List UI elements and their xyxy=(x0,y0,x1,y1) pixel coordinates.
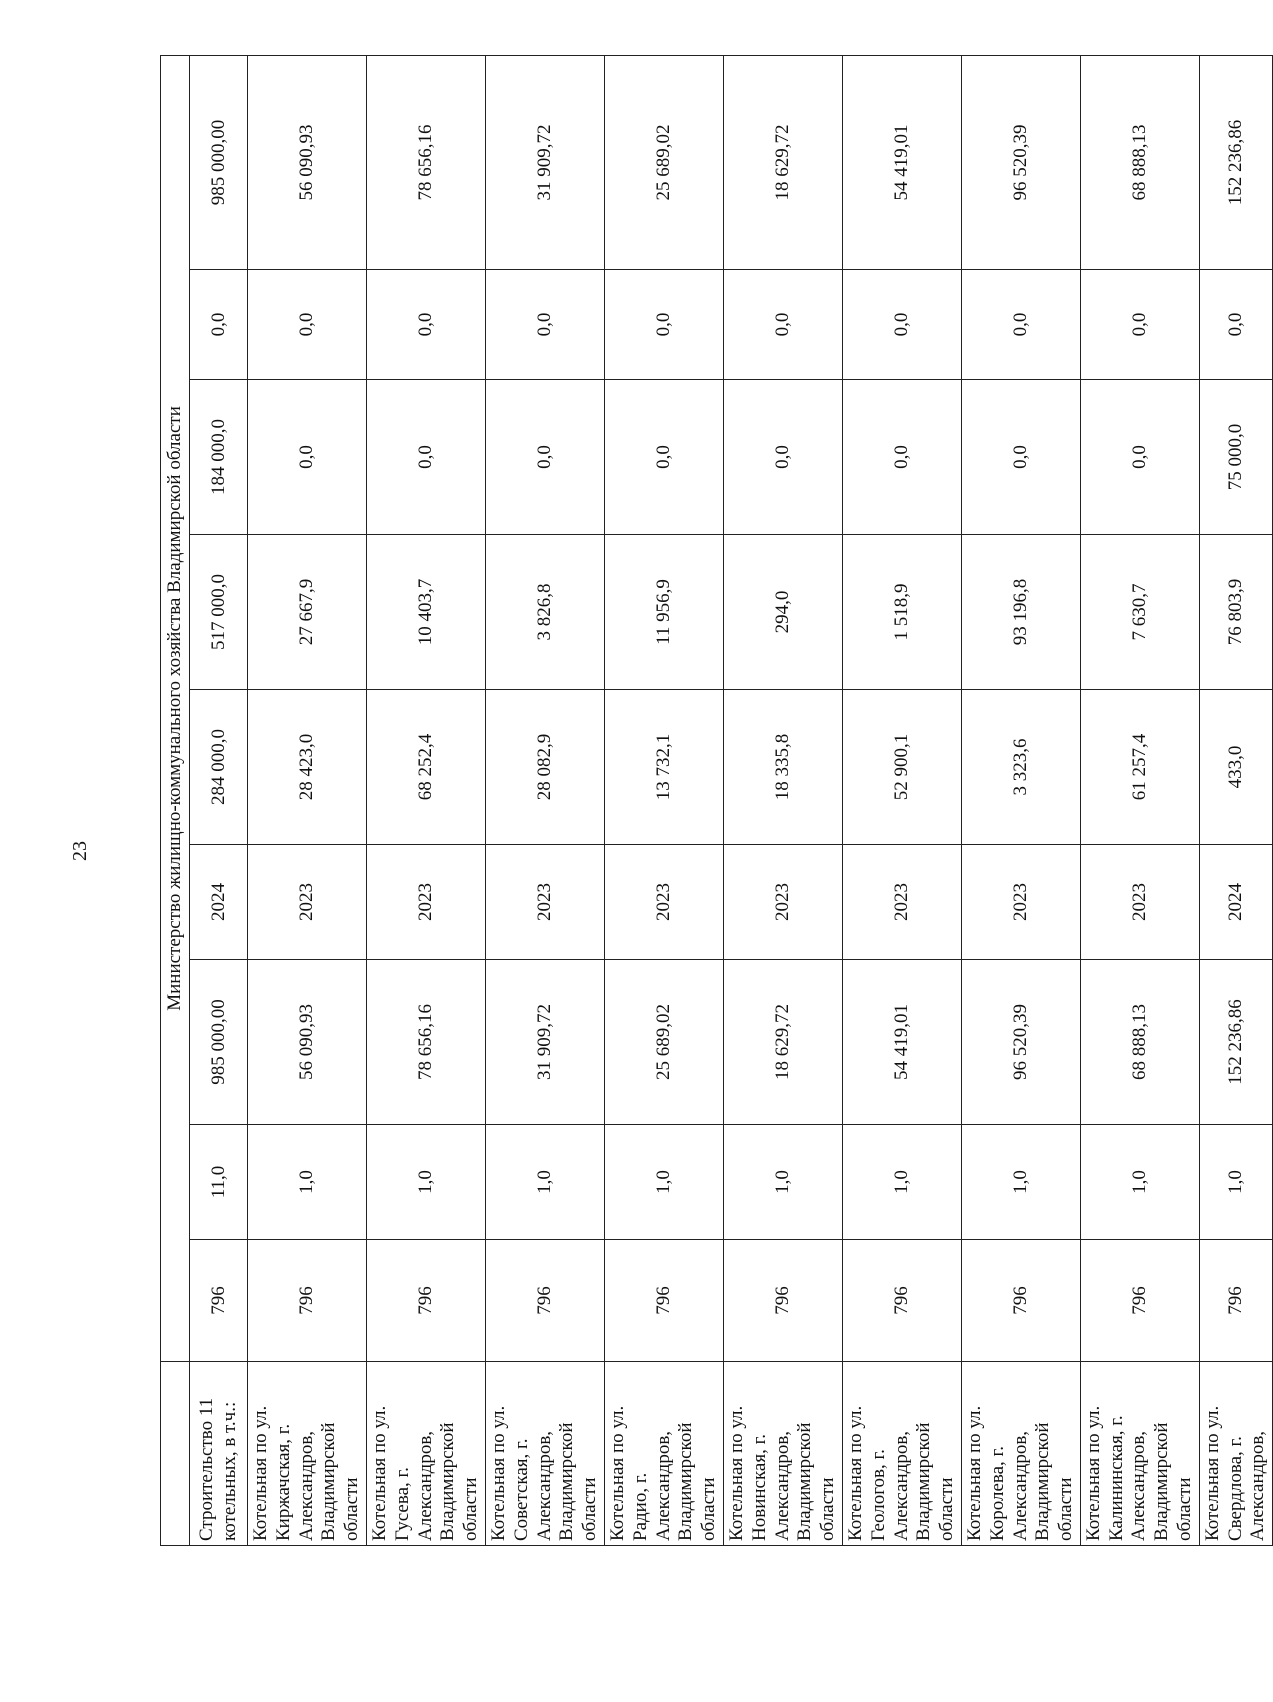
row-value-4: 0,0 xyxy=(1080,270,1199,380)
row-value-3: 0,0 xyxy=(723,380,842,535)
row-name: Котельная по ул. Свердлова, г. Александров, xyxy=(1199,1362,1272,1546)
table-row xyxy=(961,55,1080,1545)
row-value-2: 3 826,8 xyxy=(485,535,604,690)
row-value-3: 0,0 xyxy=(485,380,604,535)
row-qty: 1,0 xyxy=(248,1125,367,1240)
row-name: Котельная по ул. Советская, г. Александров, Владимирской области xyxy=(485,1362,604,1546)
row-total: 54 419,01 xyxy=(842,55,961,269)
row-value-1: 13 732,1 xyxy=(604,690,723,845)
row-value-2: 7 630,7 xyxy=(1080,535,1199,690)
row-qty: 1,0 xyxy=(366,1125,485,1240)
row-value-2: 294,0 xyxy=(723,535,842,690)
budget-table xyxy=(160,55,1273,1546)
row-value-3: 0,0 xyxy=(842,380,961,535)
row-name: Котельная по ул. Гусева, г. Александров, Владимирской области xyxy=(366,1362,485,1546)
row-code: 796 xyxy=(190,1240,248,1362)
row-year: 2023 xyxy=(961,845,1080,960)
row-name: Строительство 11 котельных, в т.ч.: xyxy=(190,1362,248,1546)
row-cost: 56 090,93 xyxy=(248,960,367,1125)
row-value-4: 0,0 xyxy=(366,270,485,380)
table-row xyxy=(842,55,961,1545)
row-total: 25 689,02 xyxy=(604,55,723,269)
row-qty: 1,0 xyxy=(961,1125,1080,1240)
row-value-4: 0,0 xyxy=(723,270,842,380)
row-qty: 1,0 xyxy=(1199,1125,1272,1240)
row-value-4: 0,0 xyxy=(842,270,961,380)
row-total: 68 888,13 xyxy=(1080,55,1199,269)
row-value-3: 0,0 xyxy=(604,380,723,535)
row-name: Котельная по ул. Геологов, г. Александров, Владимирской области xyxy=(842,1362,961,1546)
row-value-3: 0,0 xyxy=(1080,380,1199,535)
table-row xyxy=(485,55,604,1545)
row-value-3: 0,0 xyxy=(961,380,1080,535)
row-code: 796 xyxy=(1080,1240,1199,1362)
row-code: 796 xyxy=(723,1240,842,1362)
table-row xyxy=(248,55,367,1545)
row-value-1: 18 335,8 xyxy=(723,690,842,845)
row-value-3: 75 000,0 xyxy=(1199,380,1272,535)
row-value-4: 0,0 xyxy=(961,270,1080,380)
row-name: Котельная по ул. Калининская, г. Александров, Владимирской области xyxy=(1080,1362,1199,1546)
ministry-row xyxy=(161,55,190,1545)
row-value-3: 0,0 xyxy=(366,380,485,535)
row-year: 2023 xyxy=(248,845,367,960)
row-cost: 985 000,00 xyxy=(190,960,248,1125)
row-cost: 96 520,39 xyxy=(961,960,1080,1125)
row-value-1: 28 423,0 xyxy=(248,690,367,845)
row-value-2: 93 196,8 xyxy=(961,535,1080,690)
row-value-4: 0,0 xyxy=(248,270,367,380)
row-qty: 1,0 xyxy=(842,1125,961,1240)
row-value-4: 0,0 xyxy=(485,270,604,380)
table-row xyxy=(1080,55,1199,1545)
row-total: 56 090,93 xyxy=(248,55,367,269)
row-value-2: 517 000,0 xyxy=(190,535,248,690)
row-year: 2023 xyxy=(604,845,723,960)
row-value-2: 27 667,9 xyxy=(248,535,367,690)
row-value-1: 284 000,0 xyxy=(190,690,248,845)
row-value-2: 76 803,9 xyxy=(1199,535,1272,690)
ministry-blank-cell xyxy=(161,1362,190,1546)
row-qty: 1,0 xyxy=(723,1125,842,1240)
row-code: 796 xyxy=(248,1240,367,1362)
ministry-title: Министерство жилищно-коммунального хозяйства Владимирской области xyxy=(161,55,190,1361)
row-value-1: 52 900,1 xyxy=(842,690,961,845)
table-row xyxy=(604,55,723,1545)
row-code: 796 xyxy=(1199,1240,1272,1362)
row-name: Котельная по ул. Радио, г. Александров, Владимирской области xyxy=(604,1362,723,1546)
row-qty: 1,0 xyxy=(485,1125,604,1240)
row-year: 2023 xyxy=(723,845,842,960)
row-code: 796 xyxy=(485,1240,604,1362)
row-value-1: 3 323,6 xyxy=(961,690,1080,845)
row-code: 796 xyxy=(842,1240,961,1362)
row-value-4: 0,0 xyxy=(190,270,248,380)
row-total: 985 000,00 xyxy=(190,55,248,269)
row-total: 31 909,72 xyxy=(485,55,604,269)
row-cost: 78 656,16 xyxy=(366,960,485,1125)
table-row xyxy=(1199,55,1272,1545)
row-code: 796 xyxy=(961,1240,1080,1362)
row-cost: 18 629,72 xyxy=(723,960,842,1125)
row-total: 152 236,86 xyxy=(1199,55,1272,269)
table-row xyxy=(723,55,842,1545)
row-value-4: 0,0 xyxy=(1199,270,1272,380)
row-value-1: 28 082,9 xyxy=(485,690,604,845)
budget-table-sheet xyxy=(160,56,1269,1546)
table-row xyxy=(190,55,248,1545)
page-number: 23 xyxy=(69,841,91,861)
row-year: 2024 xyxy=(1199,845,1272,960)
row-value-2: 1 518,9 xyxy=(842,535,961,690)
row-value-1: 61 257,4 xyxy=(1080,690,1199,845)
row-year: 2023 xyxy=(366,845,485,960)
row-name: Котельная по ул. Киржачская, г. Александров, Владимирской области xyxy=(248,1362,367,1546)
row-value-2: 10 403,7 xyxy=(366,535,485,690)
row-year: 2023 xyxy=(1080,845,1199,960)
row-cost: 54 419,01 xyxy=(842,960,961,1125)
row-cost: 68 888,13 xyxy=(1080,960,1199,1125)
row-year: 2024 xyxy=(190,845,248,960)
row-total: 18 629,72 xyxy=(723,55,842,269)
row-value-3: 0,0 xyxy=(248,380,367,535)
row-year: 2023 xyxy=(485,845,604,960)
row-value-3: 184 000,0 xyxy=(190,380,248,535)
row-value-2: 11 956,9 xyxy=(604,535,723,690)
row-total: 96 520,39 xyxy=(961,55,1080,269)
row-code: 796 xyxy=(604,1240,723,1362)
row-qty: 1,0 xyxy=(604,1125,723,1240)
row-name: Котельная по ул. Новинская, г. Александров, Владимирской области xyxy=(723,1362,842,1546)
row-year: 2023 xyxy=(842,845,961,960)
row-name: Котельная по ул. Королева, г. Александров, Владимирской области xyxy=(961,1362,1080,1546)
row-qty: 1,0 xyxy=(1080,1125,1199,1240)
row-qty: 11,0 xyxy=(190,1125,248,1240)
row-cost: 152 236,86 xyxy=(1199,960,1272,1125)
row-cost: 31 909,72 xyxy=(485,960,604,1125)
row-value-1: 433,0 xyxy=(1199,690,1272,845)
row-value-4: 0,0 xyxy=(604,270,723,380)
row-value-1: 68 252,4 xyxy=(366,690,485,845)
row-cost: 25 689,02 xyxy=(604,960,723,1125)
table-row xyxy=(366,55,485,1545)
row-code: 796 xyxy=(366,1240,485,1362)
row-total: 78 656,16 xyxy=(366,55,485,269)
